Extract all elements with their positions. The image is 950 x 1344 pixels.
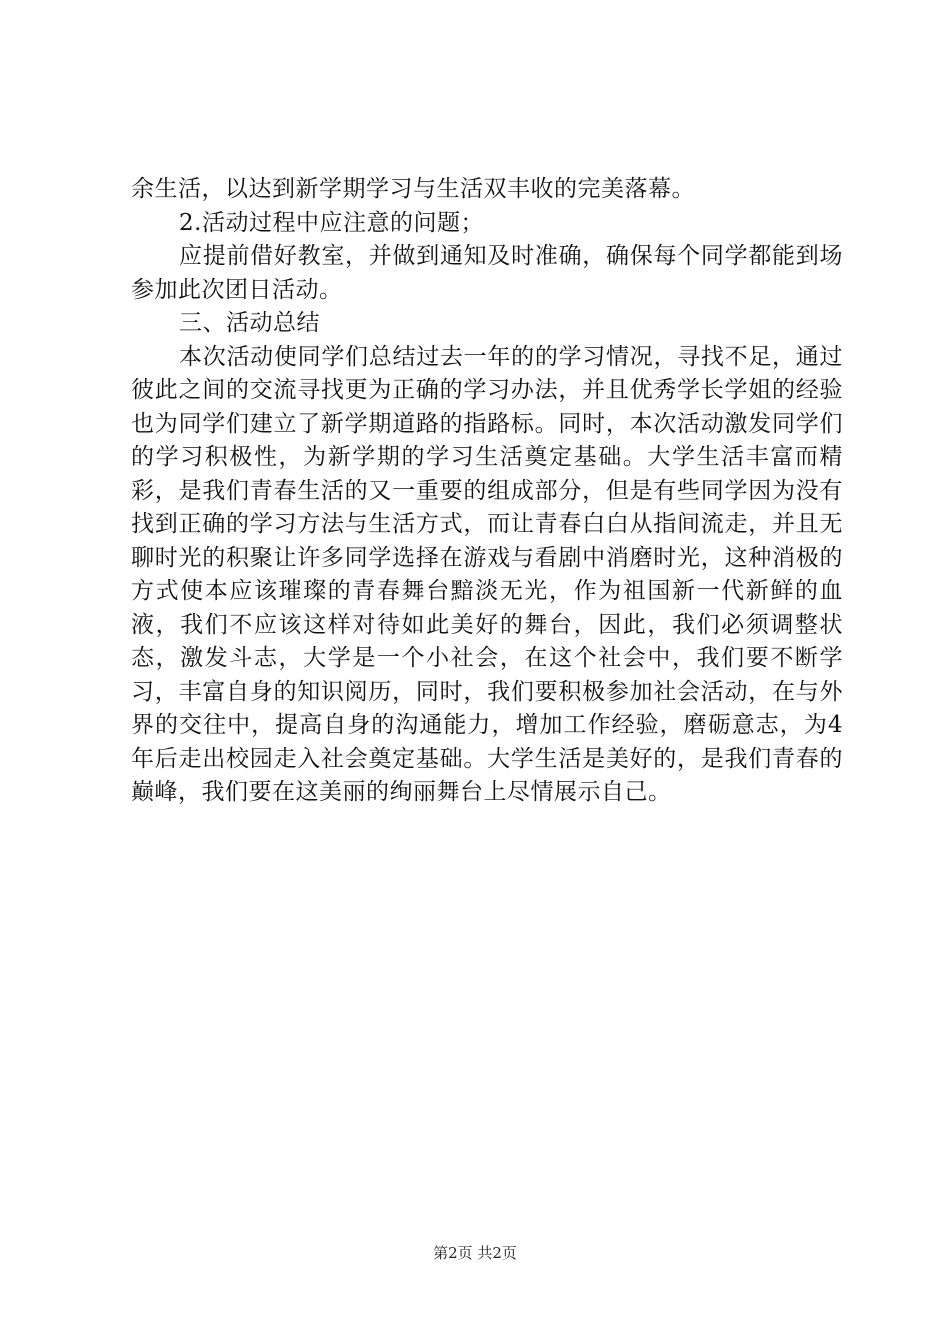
paragraph-issues-body: 应提前借好教室，并做到通知及时准确，确保每个同学都能到场参加此次团日活动。	[131, 243, 843, 303]
paragraph-continuation: 余生活，以达到新学期学习与生活双丰收的完美落幕。	[131, 176, 695, 202]
section-heading-summary: 三、活动总结	[179, 310, 320, 336]
paragraph-summary-body: 本次活动使同学们总结过去一年的的学习情况，寻找不足，通过彼此之间的交流寻找更为正确的学习办法，并且优秀学长学姐的经验也为同学们建立了新学期道路的指路标。同时，本次活动激发同学们的学习积极性，为新学期的学习生活奠定基础。大学生活丰富而精彩，是我们青春生活的又一重要的组成部分，但是有些同学因为没有找到正确的学习方法与生活方式，而让青春白白从指间流走，并且无聊时光的积聚让许多同学选择在游戏与看剧中消磨时光，这种消极的方式使本应该璀璨的青春舞台黯淡无光，作为祖国新一代新鲜的血液，我们不应该这样对待如此美好的舞台，因此，我们必须调整状态，激发斗志，大学是一个小社会，在这个社会中，我们要不断学习，丰富自身的知识阅历，同时，我们要积极参加社会活动，在与外界的交往中，提高自身的沟通能力，增加工作经验，磨砺意志，为4年后走出校园走入社会奠定基础。大学生活是美好的，是我们青春的巅峰，我们要在这美丽的绚丽舞台上尽情展示自己。	[131, 343, 843, 805]
document-body	[131, 173, 843, 810]
paragraph-issues-heading: 2.活动过程中应注意的问题；	[179, 209, 484, 236]
page-number-footer: 第2页 共2页	[433, 1244, 517, 1262]
